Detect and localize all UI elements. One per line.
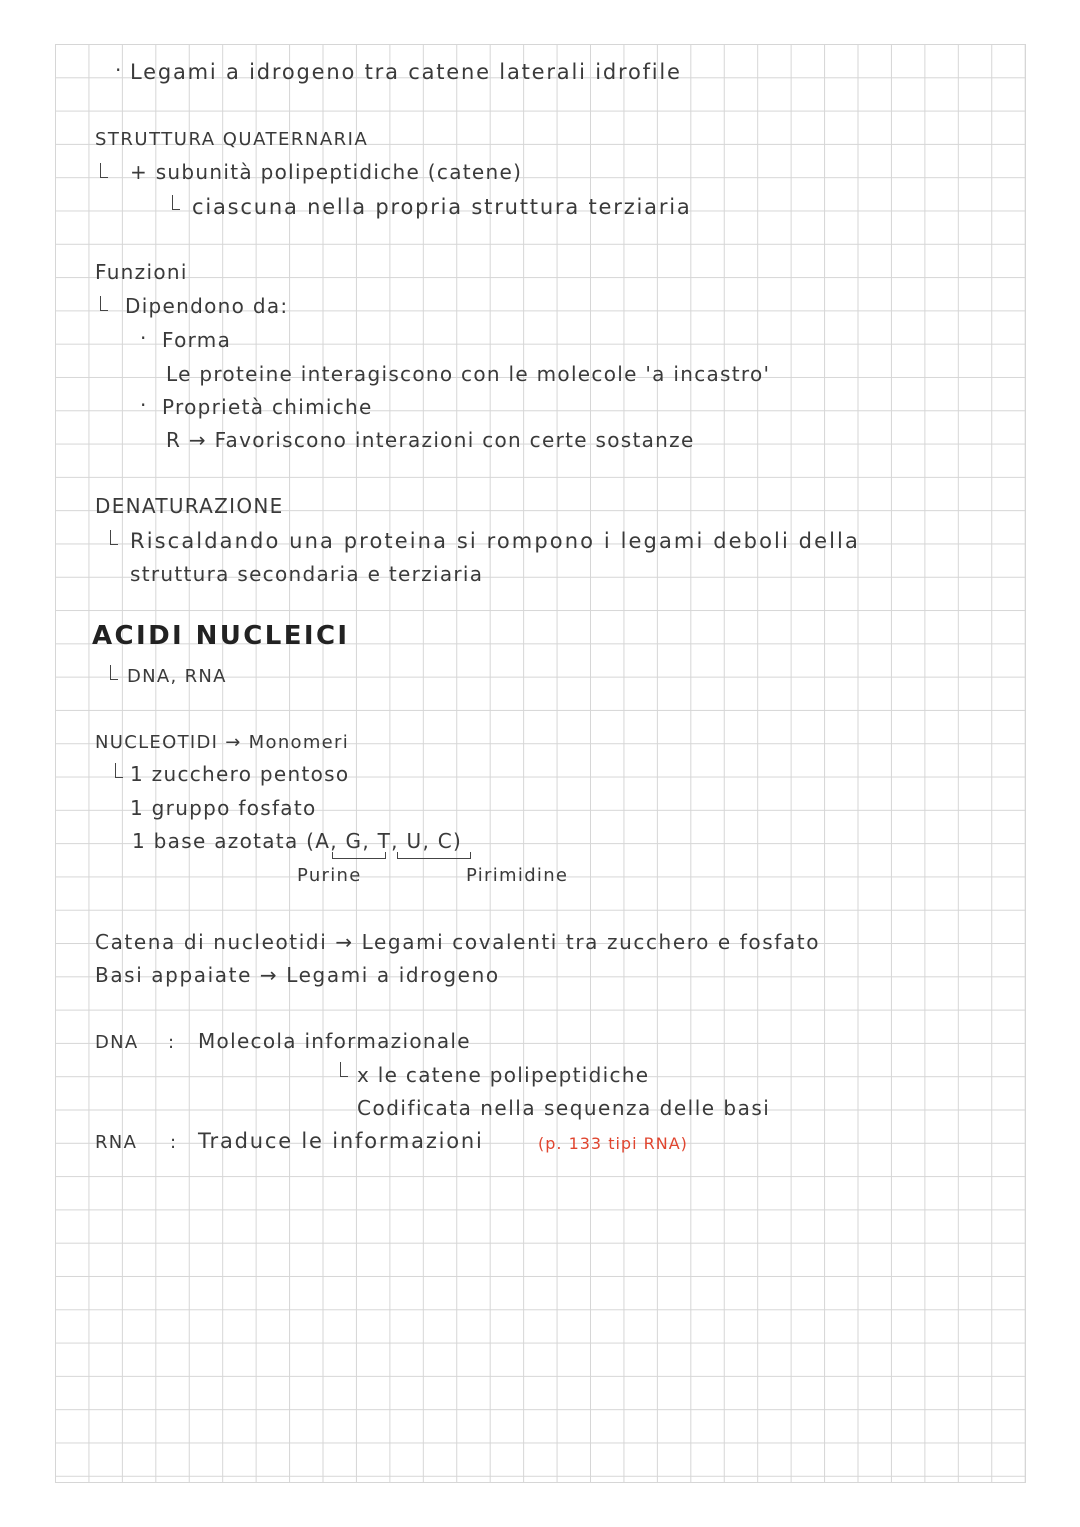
heading-struttura-quaternaria: STRUTTURA QUATERNARIA [95,129,369,150]
line-legami-idrogeno: Legami a idrogeno tra catene laterali idrofile [130,60,682,84]
line-zucchero: 1 zucchero pentoso [130,762,350,786]
line-subunita: + subunità polipeptidiche (catene) [130,160,523,184]
line-codificata: Codificata nella sequenza delle basi [357,1096,771,1120]
dna-colon: : [168,1032,176,1053]
heading-funzioni: Funzioni [95,260,188,284]
line-fosfato: 1 gruppo fosfato [130,796,317,820]
brace-purine [332,852,386,859]
line-catene-polipeptidiche: x le catene polipeptidiche [357,1063,650,1087]
note-tipi-rna: (p. 133 tipi RNA) [538,1134,688,1153]
line-forma: Forma [162,328,232,352]
hook-mark [110,665,118,680]
hook-mark [100,163,108,178]
heading-nucleotidi: NUCLEOTIDI → Monomeri [95,732,350,753]
hook-mark [110,530,118,545]
line-favoriscono: R → Favoriscono interazioni con certe sostanze [166,428,695,452]
heading-denaturazione: DENATURAZIONE [95,494,284,518]
bullet-dot: · [115,58,122,82]
line-proprieta: Proprietà chimiche [162,395,373,419]
line-catena-nucleotidi: Catena di nucleotidi → Legami covalenti tra zucchero e fosfato [95,930,821,954]
line-molecola-informazionale: Molecola informazionale [198,1029,471,1053]
rna-colon: : [170,1132,178,1153]
label-rna: RNA [95,1132,138,1153]
label-pirimidine: Pirimidine [466,865,569,886]
hook-mark [115,763,123,778]
line-ciascuna: ciascuna nella propria struttura terziaria [192,195,692,219]
bullet-dot: · [140,326,147,350]
line-base-azotata: 1 base azotata (A, G, T, U, C) [132,829,463,853]
bullet-dot: · [140,393,147,417]
hook-mark [100,296,108,311]
line-struttura-secondaria: struttura secondaria e terziaria [130,562,484,586]
label-purine: Purine [297,865,362,886]
hook-mark [172,195,180,210]
brace-pirimidine [397,852,471,859]
line-riscaldando: Riscaldando una proteina si rompono i legami deboli della [130,529,860,553]
heading-acidi-nucleici: ACIDI NUCLEICI [92,621,350,651]
line-dna-rna: DNA, RNA [127,666,227,687]
label-dna: DNA [95,1032,139,1053]
hook-mark [340,1062,348,1077]
line-dipendono: Dipendono da: [125,294,289,318]
line-interagiscono: Le proteine interagiscono con le molecole 'a incastro' [166,362,771,386]
line-traduce: Traduce le informazioni [198,1129,484,1153]
line-basi-appaiate: Basi appaiate → Legami a idrogeno [95,963,500,987]
